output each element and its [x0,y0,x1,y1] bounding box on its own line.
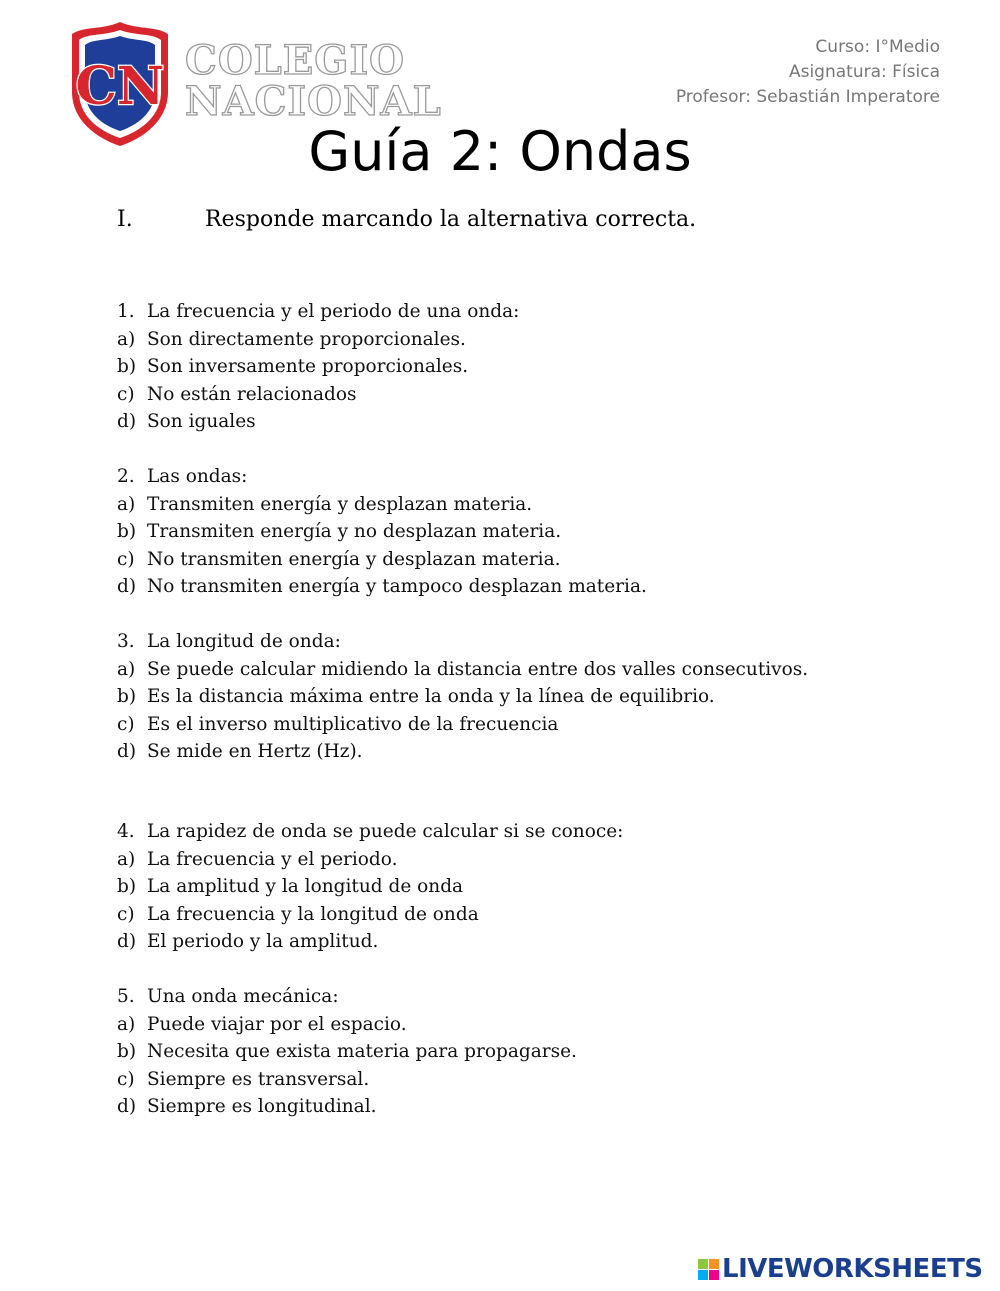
option-letter: c) [117,548,135,570]
question-number: 4. [117,821,135,842]
option-text: Son directamente proporcionales. [147,328,466,350]
option-letter: d) [117,576,137,597]
option-letter: b) [117,686,137,707]
option-letter: d) [117,931,137,952]
option-d[interactable] [117,573,647,601]
course-info [676,35,940,110]
option-text: Son inversamente proporcionales. [147,356,469,377]
option-letter: d) [117,1096,137,1117]
option-d[interactable] [117,928,623,956]
option-text: No están relacionados [147,383,357,405]
option-letter: c) [117,1068,135,1090]
liveworksheets-logo[interactable] [698,1254,983,1284]
section-instruction: Responde marcando la alternativa correcta. [205,207,697,232]
option-c[interactable] [117,901,623,929]
section-number: I. [117,207,133,232]
asignatura-label: Asignatura: Física [788,62,940,82]
option-letter: a) [117,493,136,515]
option-text: Es el inverso multiplicativo de la frecuencia [147,713,559,735]
school-name-line1: COLEGIO [185,37,406,84]
option-text: Se mide en Hertz (Hz). [147,741,363,762]
liveworksheets-brand: LIVEWORKSHEETS [722,1254,983,1284]
option-d[interactable] [117,408,519,436]
question-text: Una onda mecánica: [147,986,339,1007]
page-title: Guía 2: Ondas [308,120,692,183]
question-number: 2. [117,466,135,487]
option-b[interactable] [117,518,647,546]
question-number: 3. [117,631,135,652]
liveworksheets-icon [698,1259,719,1280]
option-b[interactable] [117,353,519,381]
question-1 [117,298,519,436]
school-name-line2: NACIONAL [185,78,442,125]
option-b[interactable] [117,1038,577,1066]
option-letter: a) [117,848,136,870]
option-text: Necesita que exista materia para propagarse. [147,1041,577,1062]
option-letter: b) [117,1041,137,1062]
option-letter: b) [117,356,137,377]
option-text: Transmiten energía y no desplazan materia. [147,521,562,542]
option-b[interactable] [117,683,808,711]
section-heading [117,207,696,232]
option-letter: d) [117,741,137,762]
question-text: La rapidez de onda se puede calcular si se conoce: [147,821,624,842]
option-letter: c) [117,383,135,405]
option-a[interactable] [117,656,808,684]
option-text: Se puede calcular midiendo la distancia entre dos valles consecutivos. [147,658,809,680]
school-name [185,37,442,125]
option-text: Es la distancia máxima entre la onda y la línea de equilibrio. [147,686,715,707]
option-b[interactable] [117,873,623,901]
option-a[interactable] [117,326,519,354]
option-letter: c) [117,903,135,925]
option-letter: a) [117,1013,136,1035]
question-text: La frecuencia y el periodo de una onda: [147,301,520,322]
option-text: Son iguales [147,411,256,432]
logo-text: CN [75,56,165,117]
option-text: La frecuencia y la longitud de onda [147,903,479,925]
option-text: La frecuencia y el periodo. [147,848,398,870]
option-c[interactable] [117,546,647,574]
option-text: Puede viajar por el espacio. [147,1013,407,1035]
option-text: La amplitud y la longitud de onda [147,876,464,897]
option-c[interactable] [117,711,808,739]
option-c[interactable] [117,1066,577,1094]
option-letter: b) [117,521,137,542]
option-d[interactable] [117,1093,577,1121]
option-letter: c) [117,713,135,735]
option-a[interactable] [117,491,647,519]
option-text: No transmiten energía y tampoco desplazan materia. [147,576,647,597]
option-a[interactable] [117,1011,577,1039]
option-a[interactable] [117,846,623,874]
option-text: Transmiten energía y desplazan materia. [147,493,533,515]
question-number: 1. [117,301,135,322]
question-4 [117,818,623,956]
question-2 [117,463,647,601]
option-letter: b) [117,876,137,897]
option-d[interactable] [117,738,808,766]
option-c[interactable] [117,381,519,409]
option-text: Siempre es longitudinal. [147,1096,377,1117]
curso-label: Curso: I°Medio [815,37,940,57]
option-letter: d) [117,411,137,432]
profesor-label: Profesor: Sebastián Imperatore [675,87,940,107]
option-text: El periodo y la amplitud. [147,931,379,952]
question-number: 5. [117,986,135,1007]
option-text: No transmiten energía y desplazan materia. [147,548,561,570]
option-text: Siempre es transversal. [147,1068,370,1090]
question-5 [117,983,577,1121]
question-text: Las ondas: [147,466,248,487]
question-text: La longitud de onda: [147,631,341,652]
question-3 [117,628,808,766]
option-letter: a) [117,328,136,350]
option-letter: a) [117,658,136,680]
